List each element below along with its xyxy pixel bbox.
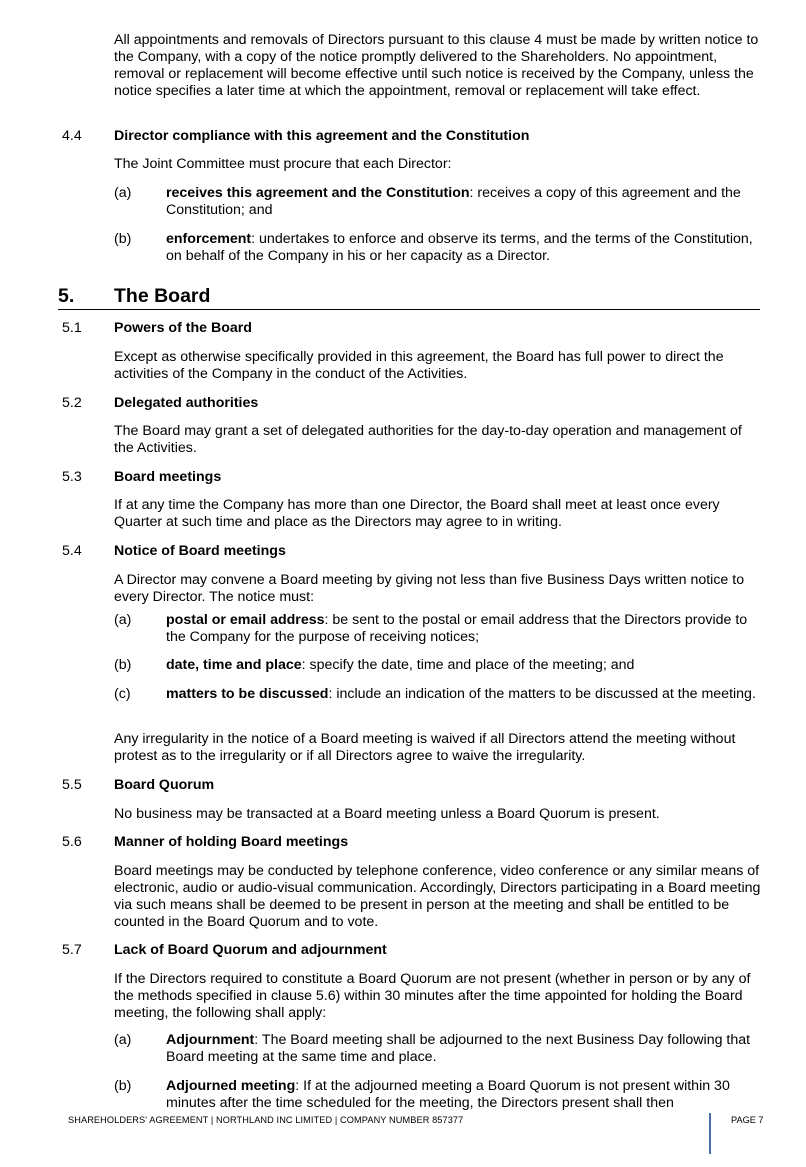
clause-number: 5.4: [62, 543, 82, 559]
footer-page-number: PAGE 7: [731, 1115, 764, 1125]
list-item: [166, 1078, 766, 1112]
list-label: (a): [114, 185, 132, 201]
list-item-term: matters to be discussed: [166, 686, 329, 702]
clause-body: If at any time the Company has more than one Director, the Board shall meet at least once every Quarter at such time and place as the Directors may agree to in writing.: [114, 497, 720, 530]
clause-heading: Board Quorum: [114, 777, 215, 793]
list-item-term: receives this agreement and the Constitution: [166, 185, 470, 201]
clause-body: The Joint Committee must procure that each Director:: [114, 156, 452, 172]
section-number: 5.: [58, 285, 75, 307]
list-item-term: Adjourned meeting: [166, 1078, 296, 1094]
clause-number: 5.3: [62, 469, 82, 485]
clause-heading: Delegated authorities: [114, 395, 259, 411]
clause-body: If the Directors required to constitute a Board Quorum are not present (whether in person or by any of the methods specified in clause 5.6) within 30 minutes after the time appointed for holding the Board meeting, the following shall apply:: [114, 971, 751, 1021]
clause-number: 5.5: [62, 777, 82, 793]
list-label: (b): [114, 1078, 132, 1094]
list-item: [166, 1032, 766, 1066]
list-item-text: : If at the adjourned meeting a Board Quorum is not present within 30 minutes after the time scheduled for the meeting, the Directors present shall then: [166, 1078, 730, 1111]
clause-number: 5.6: [62, 834, 82, 850]
clause-body: Any irregularity in the notice of a Board meeting is waived if all Directors attend the meeting without protest as to the irregularity or if all Directors agree to waive the irregularity.: [114, 731, 736, 764]
section-divider: [58, 309, 760, 310]
list-label: (b): [114, 231, 132, 247]
list-label: (a): [114, 612, 132, 628]
clause-body: Except as otherwise specifically provided in this agreement, the Board has full power to direct the activities of the Company in the conduct of the Activities.: [114, 349, 724, 382]
list-item-text: : undertakes to enforce and observe its terms, and the terms of the Constitution, on behalf of the Company in his or her capacity as a Director.: [166, 231, 753, 264]
footer-divider: [709, 1113, 711, 1154]
list-label: (c): [114, 686, 131, 702]
clause-number: 5.2: [62, 395, 82, 411]
list-label: (a): [114, 1032, 132, 1048]
list-item: [166, 612, 766, 646]
section-title: The Board: [114, 285, 211, 307]
list-label: (b): [114, 657, 132, 673]
list-item-text: : receives a copy of this agreement and the Constitution; and: [166, 185, 741, 218]
clause-heading: Notice of Board meetings: [114, 543, 286, 559]
clause-body: The Board may grant a set of delegated authorities for the day-to-day operation and management of the Activities.: [114, 423, 742, 456]
clause-number: 5.1: [62, 320, 82, 336]
clause-number: 4.4: [62, 128, 82, 144]
list-item-text: : specify the date, time and place of the meeting; and: [301, 657, 635, 673]
clause-number: 5.7: [62, 942, 82, 958]
list-item-text: : include an indication of the matters to be discussed at the meeting.: [328, 686, 756, 702]
list-item: [166, 185, 766, 219]
list-item-text: : The Board meeting shall be adjourned to the next Business Day following that Board meeting at the same time and place.: [166, 1032, 751, 1065]
footer-document-title: SHAREHOLDERS' AGREEMENT | NORTHLAND INC LIMITED | COMPANY NUMBER 857377: [68, 1115, 464, 1125]
clause-heading: Lack of Board Quorum and adjournment: [114, 942, 387, 958]
list-item-term: date, time and place: [166, 657, 302, 673]
list-item: [166, 686, 766, 703]
list-item-term: postal or email address: [166, 612, 325, 628]
list-item-term: Adjournment: [166, 1032, 255, 1048]
clause-heading: Powers of the Board: [114, 320, 252, 336]
clause-body: A Director may convene a Board meeting by giving not less than five Business Days written notice to every Director. The notice must:: [114, 572, 745, 605]
list-item: [166, 231, 766, 265]
clause-heading: Director compliance with this agreement and the Constitution: [114, 128, 530, 144]
clause-heading: Manner of holding Board meetings: [114, 834, 349, 850]
clause-heading: Board meetings: [114, 469, 222, 485]
clause-body: No business may be transacted at a Board meeting unless a Board Quorum is present.: [114, 806, 660, 822]
clause-body: Board meetings may be conducted by telephone conference, video conference or any similar means of electronic, audio or audio-visual communication. Accordingly, Directors participating in a Board meeting via such means shall be deemed to be present in person at the meeting and shall be entitled to be counted in the Board Quorum and to vote.: [114, 863, 761, 930]
list-item-text: : be sent to the postal or email address that the Directors provide to the Company for the purpose of receiving notices;: [166, 612, 748, 645]
list-item-term: enforcement: [166, 231, 252, 247]
intro-paragraph: All appointments and removals of Directors pursuant to this clause 4 must be made by written notice to the Company, with a copy of the notice promptly delivered to the Shareholders. No appointment, removal or replacement will become effective until such notice is received by the Company, unless the notice specifies a later time at which the appointment, removal or replacement will take effect.: [114, 32, 759, 99]
list-item: [166, 657, 766, 674]
